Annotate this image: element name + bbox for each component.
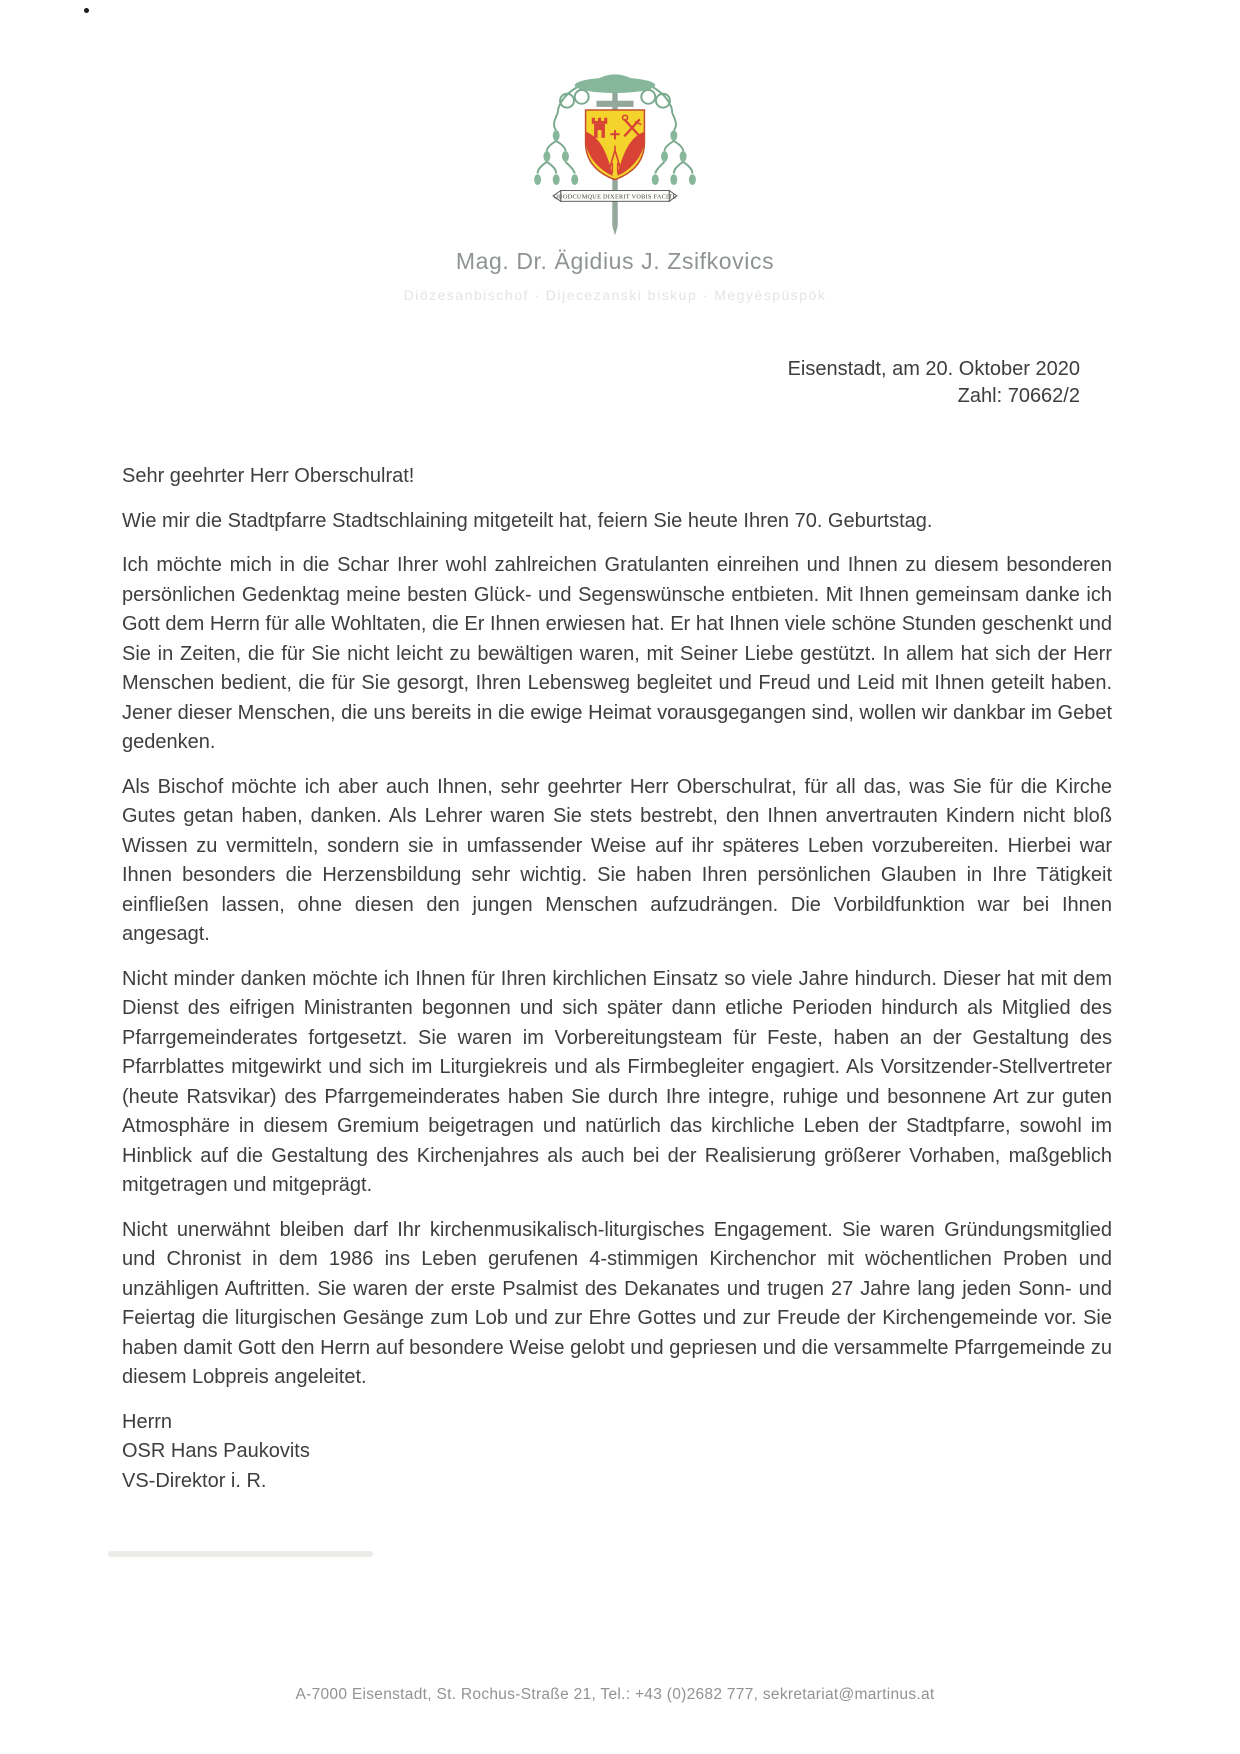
paragraph-church-music: Nicht unerwähnt bleiben darf Ihr kirchenmusikalisch-liturgisches Engagement. Sie waren Gründungsmitglied und Chronist in dem 1986 ins Leben gerufenen 4-stimmigen Kirchenchor mit wöchentlichen Proben und unzähligen Auftritten. Sie waren der erste Psalmist des Dekanates und trugen 27 Jahre lang jeden Sonn- und Feiertag die liturgischen Gesänge zum Lob und zur Ehre Gottes und zur Freude der Kirchengemeinde vor. Sie haben damit Gott den Herrn auf besondere Weise gelobt und gepriesen und die versammelte Pfarrgemeinde zu diesem Lobpreis angeleitet. [122, 1218, 1112, 1388]
recipient-line-herrn: Herrn [122, 1410, 173, 1433]
reference-block [700, 356, 1080, 410]
bishop-name: Mag. Dr. Ägidius J. Zsifkovics [455, 248, 775, 274]
bishop-titles-faint: Diözesanbischof · Dijecezanski biskup · Megyéspüspök [403, 287, 827, 303]
letterhead [0, 62, 1230, 303]
file-number-line: Zahl: 70662/2 [957, 385, 1080, 407]
scan-artifact-dot [84, 8, 89, 13]
scan-artifact-smudge [108, 1551, 373, 1557]
crest-motto-banner [553, 190, 677, 201]
recipient-block [122, 1408, 1112, 1497]
paragraph-birthday: Wie mir die Stadtpfarre Stadtschlaining mitgeteilt hat, feiern Sie heute Ihren 70. Geburtstag. [122, 509, 933, 532]
footer-contact-line: A-7000 Eisenstadt, St. Rochus-Straße 21, Tel.: +43 (0)2682 777, sekretariat@martinus.at [295, 1686, 935, 1703]
recipient-line-title: VS-Direktor i. R. [122, 1469, 267, 1492]
paragraph-church-service: Nicht minder danken möchte ich Ihnen für Ihren kirchlichen Einsatz so viele Jahre hindurch. Dieser hat mit dem Dienst des eifrigen Ministranten begonnen und sich später dann etliche Perioden hindurch als Mitglied des Pfarrgemeinderates fortgesetzt. Sie waren im Vorbereitungsteam für Feste, haben an der Gestaltung des Pfarrblattes mitgewirkt und sich im Liturgiekreis und als Firmbegleiter engagiert. Als Vorsitzender-Stellvertreter (heute Ratsvikar) des Pfarrgemeinderates haben Sie durch Ihre integre, ruhige und besonnene Art zur guten Atmosphäre in diesem Gremium beigetragen und natürlich das kirchliche Leben der Stadtpfarre, sowohl im Hinblick auf die Gestaltung des Kirchenjahres als auch bei der Realisierung größerer Vorhaben, maßgeblich mitgetragen und mitgeprägt. [122, 967, 1112, 1196]
salutation: Sehr geehrter Herr Oberschulrat! [122, 465, 415, 487]
bishop-coat-of-arms-icon [529, 62, 701, 240]
paragraph-teacher-thanks: Als Bischof möchte ich aber auch Ihnen, sehr geehrter Herr Oberschulrat, für all das, was Sie für die Kirche Gutes getan haben, danken. Als Lehrer waren Sie stets bestrebt, den Ihnen anvertrauten Kindern nicht bloß Wissen zu vermitteln, sondern sie in umfassender Weise auf ihr späteres Leben vorzubereiten. Hierbei war Ihnen besonders die Herzensbildung sehr wichtig. Sie haben Ihren persönlichen Glauben in Ihre Tätigkeit einfließen lassen, ohne diesen den jungen Menschen aufzudrängen. Die Vorbildfunktion war bei Ihnen angesagt. [122, 775, 1112, 945]
paragraph-congratulations: Ich möchte mich in die Schar Ihrer wohl zahlreichen Gratulanten einreihen und Ihnen zu diesem besonderen persönlichen Gedenktag meine besten Glück- und Segenswünsche entbieten. Mit Ihnen gemeinsam danke ich Gott dem Herrn für alle Wohltaten, die Er Ihnen erwiesen hat. Er hat Ihnen viele schöne Stunden geschenkt und Sie in Zeiten, die für Sie nicht leicht zu bewältigen waren, mit Seiner Liebe gestützt. In allem hat sich der Herr Menschen bedient, die für Sie gesorgt, Ihren Lebensweg begleitet und Freud und Leid mit Ihnen geteilt haben. Jener dieser Menschen, die uns bereits in die ewige Heimat vorausgegangen sind, wollen wir dankbar im Gebet gedenken. [122, 554, 1112, 753]
place-date-line: Eisenstadt, am 20. Oktober 2020 [787, 358, 1080, 380]
recipient-line-name: OSR Hans Paukovits [122, 1440, 310, 1462]
crest-motto-text: QUODCUMQUE DIXERIT VOBIS FACITE [553, 193, 677, 201]
letter-body [122, 462, 1112, 1496]
